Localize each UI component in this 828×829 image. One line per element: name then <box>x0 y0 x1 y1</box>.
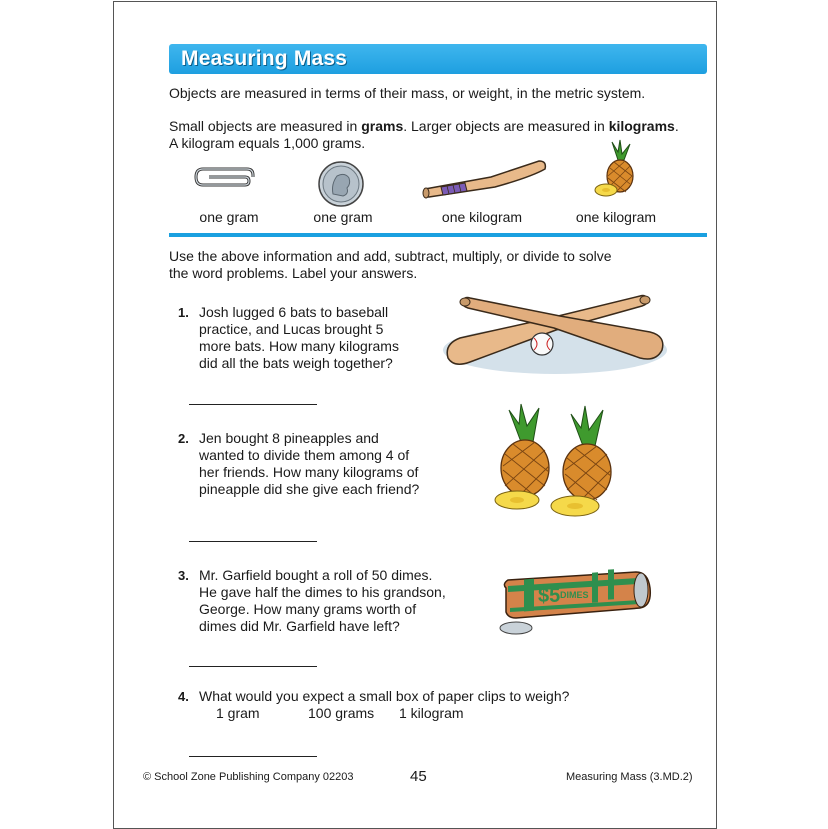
problem-2-line-3: her friends. How many kilograms of <box>199 464 419 480</box>
problem-2-line-4: pineapple did she give each friend? <box>199 481 420 497</box>
problem-3-line-1: Mr. Garfield bought a roll of 50 dimes. <box>199 567 433 583</box>
section-divider <box>169 233 707 237</box>
intro-text: . Larger objects are measured in <box>403 118 609 134</box>
problem-4-line-1: What would you expect a small box of paper clips to weigh? <box>199 688 570 704</box>
problem-4-option-2[interactable]: 100 grams <box>308 705 375 721</box>
pineapple-icon <box>594 138 640 200</box>
intro-line-3: A kilogram equals 1,000 grams. <box>169 135 366 151</box>
footer-section: Measuring Mass (3.MD.2) <box>566 771 693 783</box>
coin-roll-unit: DIMES <box>560 590 589 600</box>
problem-1-line-4: did all the bats weigh together? <box>199 355 393 371</box>
problem-1-line-3: more bats. How many kilograms <box>199 338 399 354</box>
problem-3-answer-line[interactable] <box>189 666 317 667</box>
intro-line-1: Objects are measured in terms of their mass, or weight, in the metric system. <box>169 85 646 101</box>
caption-pineapple: one kilogram <box>575 209 657 225</box>
problem-2-answer-line[interactable] <box>189 541 317 542</box>
title-bar <box>169 44 707 74</box>
coin-roll-icon <box>488 568 658 638</box>
problem-2-number: 2. <box>178 431 189 446</box>
problem-2-line-1: Jen bought 8 pineapples and <box>199 430 379 446</box>
problem-3-line-3: George. How many grams worth of <box>199 601 417 617</box>
page-title: Measuring Mass <box>181 47 348 70</box>
problem-3-line-4: dimes did Mr. Garfield have left? <box>199 618 400 634</box>
dime-icon <box>317 160 365 208</box>
problem-4-answer-line[interactable] <box>189 756 317 757</box>
problem-1-line-2: practice, and Lucas brought 5 <box>199 321 384 337</box>
caption-bat: one kilogram <box>441 209 523 225</box>
problem-1-line-1: Josh lugged 6 bats to baseball <box>199 304 389 320</box>
problem-3-line-2: He gave half the dimes to his grandson, <box>199 584 446 600</box>
instructions-line-2: the word problems. Label your answers. <box>169 265 418 281</box>
problem-4-option-1[interactable]: 1 gram <box>216 705 260 721</box>
problem-4-number: 4. <box>178 689 189 704</box>
page-number: 45 <box>410 768 427 785</box>
problem-4-option-3[interactable]: 1 kilogram <box>399 705 464 721</box>
term-grams: grams <box>361 118 404 134</box>
problem-1-number: 1. <box>178 305 189 320</box>
paper-clip-icon <box>193 167 263 197</box>
caption-dime: one gram <box>313 209 373 225</box>
baseball-bat-icon <box>421 157 547 199</box>
caption-paper-clip: one gram <box>199 209 259 225</box>
coin-roll-amount: $5 <box>538 585 561 607</box>
two-pineapples-icon <box>491 402 621 522</box>
problem-3-number: 3. <box>178 568 189 583</box>
intro-line-2 <box>169 117 679 135</box>
problem-1-answer-line[interactable] <box>189 404 317 405</box>
crossed-bats-icon <box>440 288 670 378</box>
footer-copyright: © School Zone Publishing Company 02203 <box>143 771 354 783</box>
term-kilograms: kilograms <box>608 118 675 134</box>
problem-2-line-2: wanted to divide them among 4 of <box>199 447 410 463</box>
instructions-line-1: Use the above information and add, subtract, multiply, or divide to solve <box>169 248 612 264</box>
intro-text: Small objects are measured in <box>169 118 362 134</box>
intro-text: . <box>674 118 679 134</box>
